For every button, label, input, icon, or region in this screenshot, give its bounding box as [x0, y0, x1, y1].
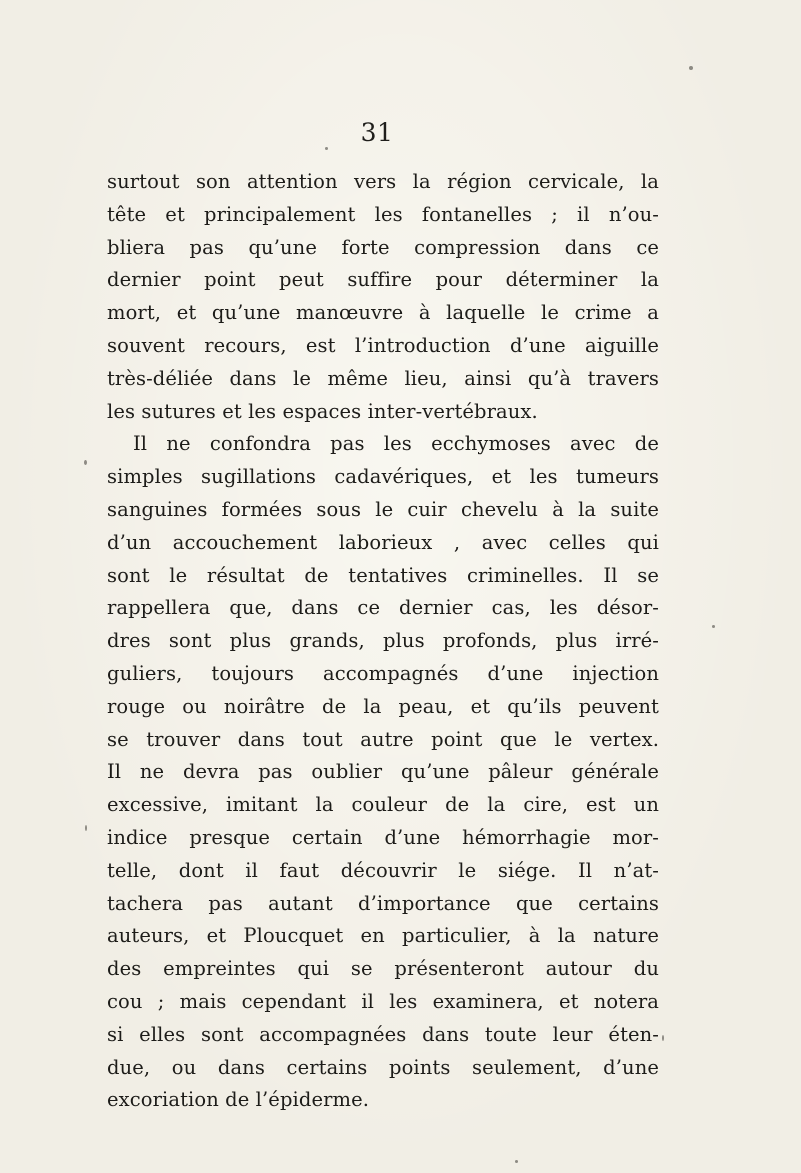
paper-speck [662, 1035, 664, 1041]
paper-speck [515, 1160, 518, 1163]
text-line: surtout son attention vers la région cervicale, la [107, 170, 659, 193]
text-line: cou ; mais cependant il les examinera, et notera [107, 989, 659, 1013]
text-line: telle, dont il faut découvrir le siége. Il n’at- [107, 858, 659, 882]
paper-speck [85, 825, 87, 831]
text-line: excoriation de l’épiderme. [107, 1088, 370, 1112]
text-line: dernier point peut suffire pour déterminer la [107, 268, 659, 292]
text-line: si elles sont accompagnées dans toute leur éten- [107, 1022, 659, 1046]
text-line: se trouver dans tout autre point que le vertex. [107, 727, 659, 751]
text-line: d’un accouchement laborieux , avec celles qui [107, 530, 659, 554]
text-line: les sutures et les espaces inter-vertébraux. [107, 399, 538, 423]
text-line: Il ne devra pas oublier qu’une pâleur générale [107, 760, 659, 784]
paper-speck [325, 147, 328, 150]
paper-speck [84, 460, 87, 465]
text-line: bliera pas qu’une forte compression dans ce [107, 235, 659, 259]
text-line: des empreintes qui se présenteront autour du [107, 957, 659, 981]
text-line: sanguines formées sous le cuir chevelu à la suite [107, 497, 659, 521]
text-line: due, ou dans certains points seulement, d’une [107, 1055, 659, 1079]
text-line: auteurs, et Ploucquet en particulier, à la nature [107, 924, 659, 948]
paper-speck [689, 66, 693, 70]
text-line: sont le résultat de tentatives criminelles. Il se [107, 563, 659, 587]
body-text [107, 166, 659, 1117]
text-line: excessive, imitant la couleur de la cire, est un [107, 793, 659, 817]
text-line: tête et principalement les fontanelles ; il n’ou- [107, 202, 659, 226]
text-line: dres sont plus grands, plus profonds, plus irré- [107, 629, 659, 653]
page-number: 31 [360, 118, 394, 147]
paragraph-start-line: Il ne confondra pas les ecchymoses avec de [133, 432, 659, 456]
text-line: mort, et qu’une manœuvre à laquelle le crime a [107, 301, 659, 325]
text-line: guliers, toujours accompagnés d’une injection [107, 661, 659, 685]
text-line: rouge ou noirâtre de la peau, et qu’ils peuvent [107, 694, 659, 718]
text-line: indice presque certain d’une hémorrhagie mor- [107, 825, 659, 849]
text-line: simples sugillations cadavériques, et les tumeurs [107, 465, 659, 489]
text-line: souvent recours, est l’introduction d’une aiguille [107, 333, 659, 357]
text-line: tachera pas autant d’importance que certains [107, 891, 659, 915]
text-line: rappellera que, dans ce dernier cas, les désor- [107, 596, 659, 620]
text-line: très-déliée dans le même lieu, ainsi qu’à travers [107, 366, 659, 390]
paper-speck [712, 625, 715, 628]
